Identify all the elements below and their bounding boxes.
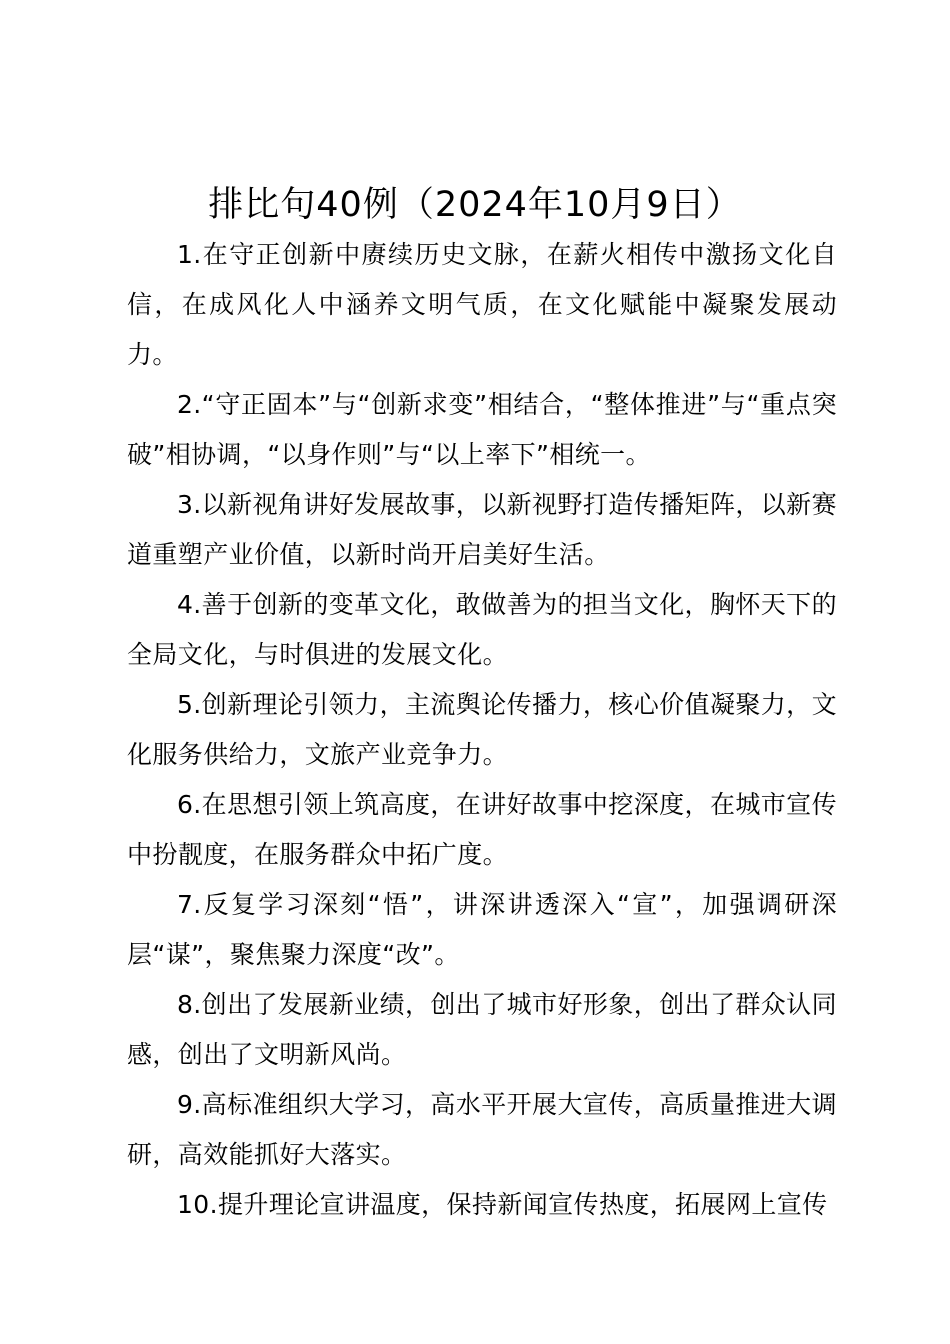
paragraph-1: 1.在守正创新中赓续历史文脉，在薪火相传中激扬文化自信，在成风化人中涵养文明气质，在文化赋能中凝聚发展动力。 [127,240,837,369]
paragraph-8: 8.创出了发展新业绩，创出了城市好形象，创出了群众认同感，创出了文明新风尚。 [127,990,837,1069]
paragraph-7: 7.反复学习深刻“悟”，讲深讲透深入“宣”，加强调研深层“谋”，聚焦聚力深度“改”。 [127,890,837,969]
paragraph-6: 6.在思想引领上筑高度，在讲好故事中挖深度，在城市宣传中扮靓度，在服务群众中拓广度。 [127,790,837,869]
paragraph-10: 10.提升理论宣讲温度，保持新闻宣传热度，拓展网上宣传 [177,1190,828,1219]
paragraph-4: 4.善于创新的变革文化，敢做善为的担当文化，胸怀天下的全局文化，与时俱进的发展文化。 [127,590,837,669]
document-title: 排比句40例（2024年10月9日） [208,185,742,225]
paragraph-2: 2.“守正固本”与“创新求变”相结合，“整体推进”与“重点突破”相协调，“以身作则”与“以上率下”相统一。 [127,390,837,469]
paragraph-9: 9.高标准组织大学习，高水平开展大宣传，高质量推进大调研，高效能抓好大落实。 [127,1090,837,1169]
document-body [127,230,837,1230]
paragraph-3: 3.以新视角讲好发展故事，以新视野打造传播矩阵，以新赛道重塑产业价值，以新时尚开启美好生活。 [127,490,837,569]
paragraph-5: 5.创新理论引领力，主流舆论传播力，核心价值凝聚力，文化服务供给力，文旅产业竞争力。 [127,690,837,769]
